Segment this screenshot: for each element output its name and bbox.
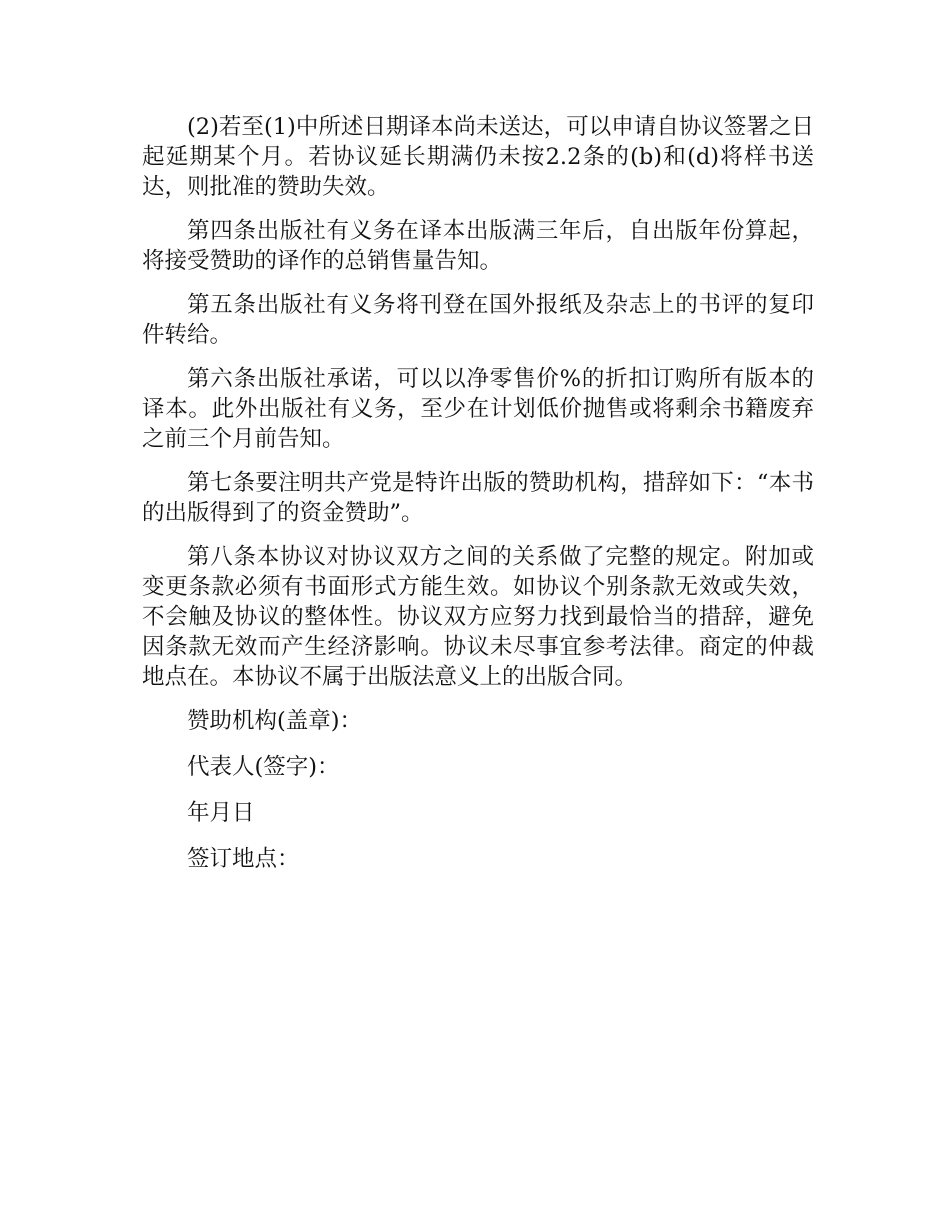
- signature-representative: 代表人(签字)：: [187, 754, 340, 780]
- signature-sponsor: 赞助机构(盖章)：: [187, 708, 363, 734]
- document-page: [142, 112, 814, 890]
- paragraph-article-4: 第四条出版社有义务在译本出版满三年后，自出版年份算起，将接受赞助的译作的总销售量告知。: [142, 218, 814, 274]
- paragraph-extension-clause: (2)若至(1)中所述日期译本尚未送达，可以申请自协议签署之日起延期某个月。若协议延长期满仍未按2.2条的(b)和(d)将样书送达，则批准的赞助失效。: [142, 114, 814, 200]
- paragraph-article-7: 第七条要注明共产党是特许出版的赞助机构，措辞如下：“本书的出版得到了的资金赞助”。: [142, 470, 814, 526]
- signature-place: 签订地点：: [187, 846, 300, 872]
- paragraph-article-8: 第八条本协议对协议双方之间的关系做了完整的规定。附加或变更条款必须有书面形式方能生效。如协议个别条款无效或失效，不会触及协议的整体性。协议双方应努力找到最恰当的措辞，避免因条款无效而产生经济影响。协议未尽事宜参考法律。商定的仲裁地点在。本协议不属于出版法意义上的出版合同。: [142, 544, 814, 690]
- paragraph-article-5: 第五条出版社有义务将刊登在国外报纸及杂志上的书评的复印件转给。: [142, 292, 814, 348]
- signature-date: 年月日: [187, 800, 255, 826]
- paragraph-article-6: 第六条出版社承诺，可以以净零售价%的折扣订购所有版本的译本。此外出版社有义务，至少在计划低价抛售或将剩余书籍废弃之前三个月前告知。: [142, 366, 814, 452]
